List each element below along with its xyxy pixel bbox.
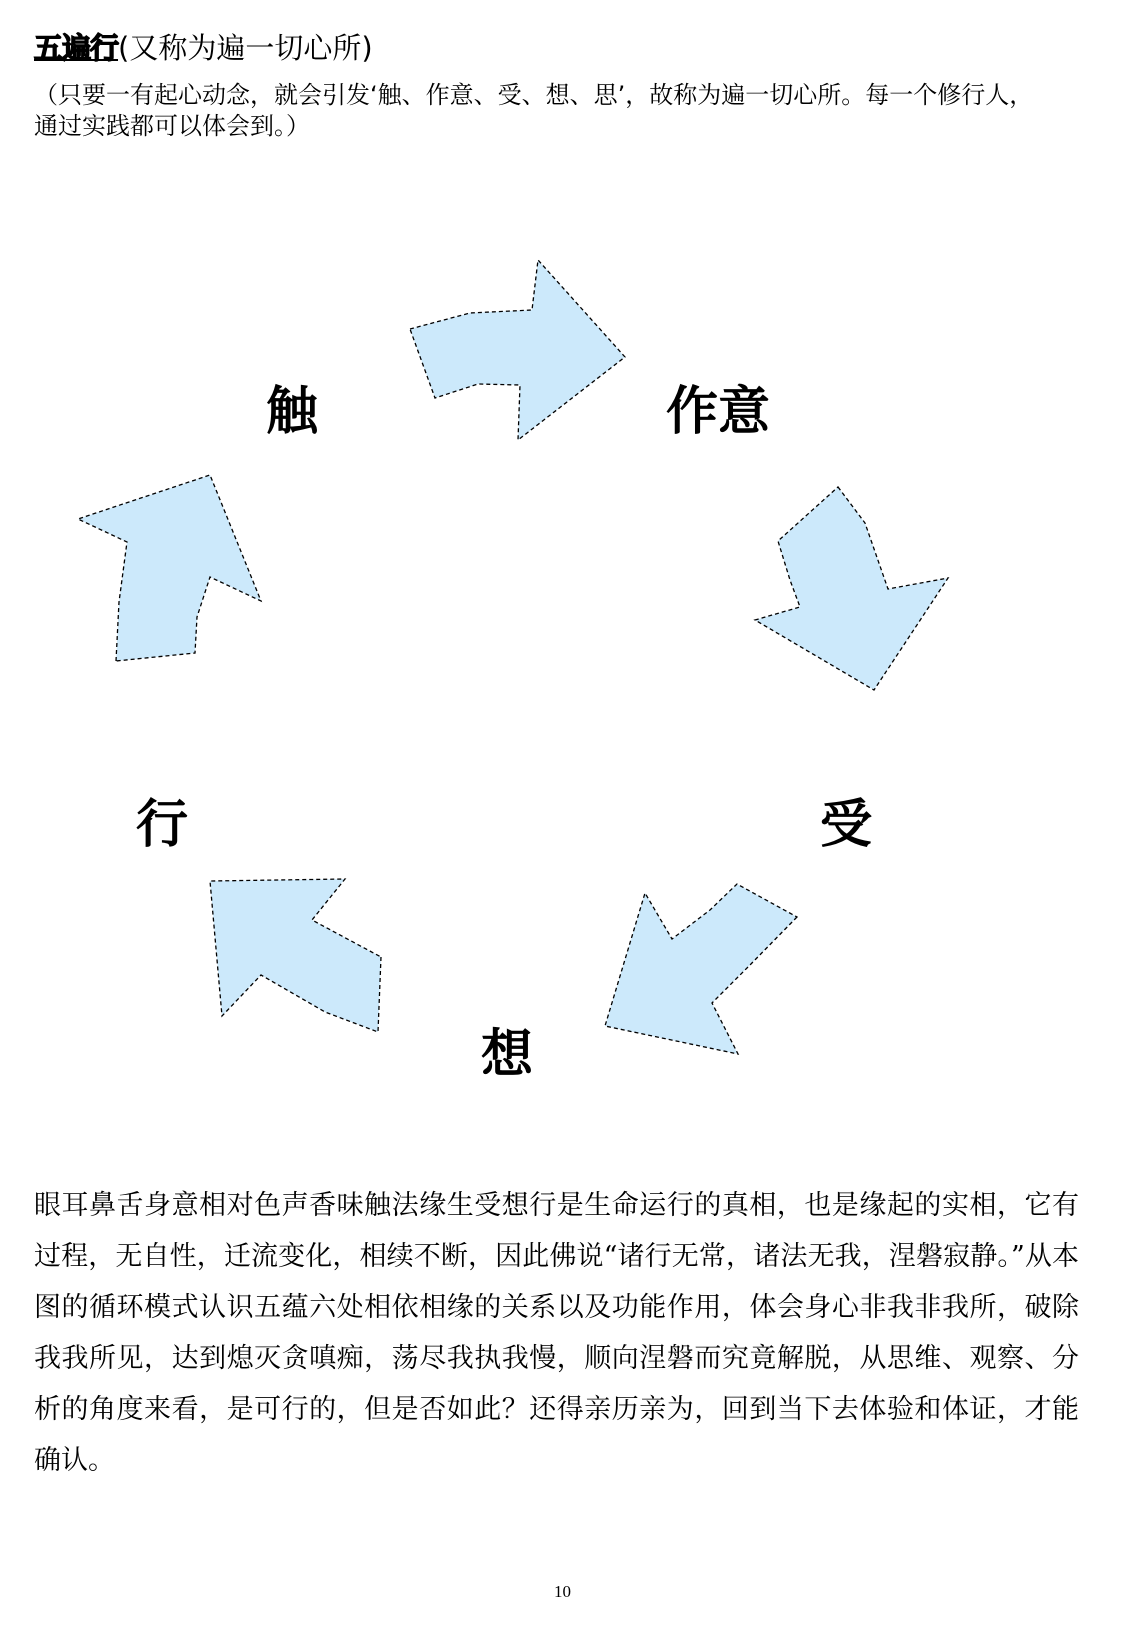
node-label-zuoyi: 作意 bbox=[666, 381, 771, 442]
node-label-shou: 受 bbox=[820, 794, 873, 855]
page-title bbox=[34, 26, 373, 66]
node-label-xiang: 想 bbox=[481, 1024, 534, 1085]
intro-paragraph: （只要一有起心动念，就会引发‘触、作意、受、想、思’，故称为遍一切心所。每一个修行人，通过实践都可以体会到。） bbox=[34, 81, 1034, 140]
arrow-xing-to-chu bbox=[78, 475, 261, 661]
arrow-shou-to-xiang bbox=[605, 884, 797, 1054]
node-label-xing: 行 bbox=[136, 794, 189, 855]
arrow-xiang-to-xing bbox=[210, 879, 381, 1032]
title-parenthetical: (又称为遍一切心所) bbox=[118, 31, 373, 65]
cycle-diagram bbox=[0, 240, 1125, 1140]
arrow-zuoyi-to-shou bbox=[755, 487, 948, 690]
body-paragraph: 眼耳鼻舌身意相对色声香味触法缘生受想行是生命运行的真相，也是缘起的实相，它有过程，无自性，迁流变化，相续不断，因此佛说“诸行无常，诸法无我，涅磐寂静。”从本图的循环模式认识五蕴六处相依相缘的关系以及功能作用，体会身心非我非我所，破除我我所见，达到熄灭贪嗔痴，荡尽我执我慢，顺向涅磐而究竟解脱，从思维、观察、分析的角度来看，是可行的，但是否如此？还得亲历亲为，回到当下去体验和体证，才能确认。 bbox=[34, 1190, 1079, 1476]
node-label-chu: 触 bbox=[266, 381, 319, 442]
arrow-chu-to-zuoyi bbox=[410, 260, 625, 440]
page-number: 10 bbox=[554, 1582, 571, 1601]
title-outlined-text: 五遍行 bbox=[34, 31, 119, 65]
